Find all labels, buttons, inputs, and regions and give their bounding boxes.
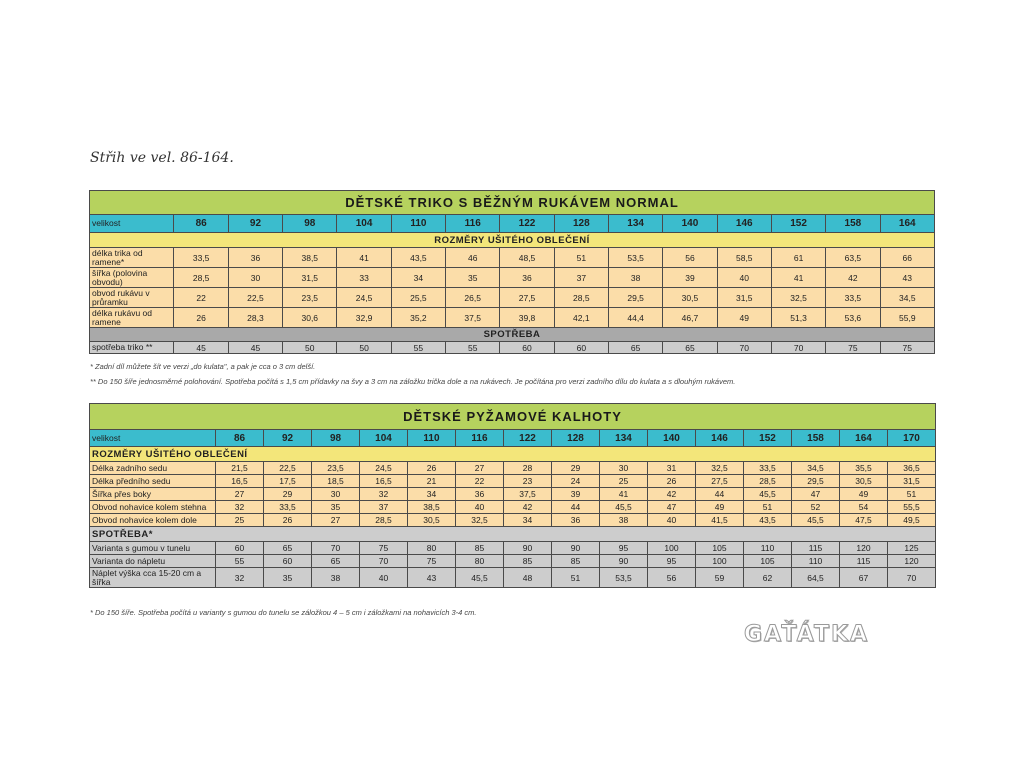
value-cell: 30 <box>600 462 648 475</box>
value-cell: 47 <box>792 488 840 501</box>
size-cell: 98 <box>283 215 337 233</box>
value-cell: 54 <box>840 501 888 514</box>
value-cell: 36 <box>552 514 600 527</box>
size-cell: 140 <box>648 430 696 447</box>
value-cell: 46 <box>446 248 500 268</box>
value-cell: 70 <box>771 342 825 354</box>
value-cell: 115 <box>792 542 840 555</box>
size-cell: 92 <box>264 430 312 447</box>
value-cell: 39 <box>663 268 717 288</box>
value-cell: 33,5 <box>174 248 228 268</box>
value-cell: 120 <box>840 542 888 555</box>
value-cell: 38 <box>608 268 662 288</box>
value-cell: 31,5 <box>717 288 771 308</box>
value-cell: 95 <box>600 542 648 555</box>
section-row <box>90 233 935 248</box>
page-heading: Střih ve vel. 86-164. <box>90 150 234 166</box>
value-cell: 41 <box>337 248 391 268</box>
value-cell: 25 <box>600 475 648 488</box>
value-cell: 43 <box>880 268 934 288</box>
value-cell: 35 <box>312 501 360 514</box>
value-cell: 40 <box>360 568 408 588</box>
value-cell: 95 <box>648 555 696 568</box>
consumption-row <box>90 568 936 588</box>
value-cell: 53,5 <box>608 248 662 268</box>
value-cell: 53,6 <box>826 308 880 328</box>
value-cell: 40 <box>456 501 504 514</box>
value-cell: 31 <box>648 462 696 475</box>
value-cell: 90 <box>504 542 552 555</box>
section-measures: ROZMĚRY UŠITÉHO OBLEČENÍ <box>90 447 936 462</box>
value-cell: 45,5 <box>600 501 648 514</box>
value-cell: 24 <box>552 475 600 488</box>
value-cell: 30,5 <box>840 475 888 488</box>
row-label: Šířka přes boky <box>90 488 216 501</box>
value-cell: 47 <box>648 501 696 514</box>
size-header-row <box>90 215 935 233</box>
value-cell: 65 <box>663 342 717 354</box>
value-cell: 35 <box>446 268 500 288</box>
value-cell: 65 <box>312 555 360 568</box>
size-cell: 152 <box>771 215 825 233</box>
measurement-row <box>90 308 935 328</box>
row-label: Délka zadního sedu <box>90 462 216 475</box>
value-cell: 34,5 <box>880 288 934 308</box>
value-cell: 44 <box>696 488 744 501</box>
value-cell: 110 <box>744 542 792 555</box>
value-cell: 65 <box>608 342 662 354</box>
value-cell: 27 <box>312 514 360 527</box>
value-cell: 29 <box>552 462 600 475</box>
measurement-row <box>90 268 935 288</box>
value-cell: 46,7 <box>663 308 717 328</box>
value-cell: 39 <box>552 488 600 501</box>
value-cell: 33,5 <box>826 288 880 308</box>
value-cell: 43,5 <box>744 514 792 527</box>
consumption-row <box>90 555 936 568</box>
value-cell: 41 <box>600 488 648 501</box>
value-cell: 80 <box>456 555 504 568</box>
value-cell: 27 <box>216 488 264 501</box>
measurement-row <box>90 288 935 308</box>
value-cell: 62 <box>744 568 792 588</box>
value-cell: 25,5 <box>391 288 445 308</box>
value-cell: 45 <box>228 342 282 354</box>
value-cell: 37,5 <box>446 308 500 328</box>
value-cell: 42 <box>826 268 880 288</box>
value-cell: 22 <box>456 475 504 488</box>
value-cell: 45 <box>174 342 228 354</box>
value-cell: 35,5 <box>840 462 888 475</box>
value-cell: 60 <box>264 555 312 568</box>
value-cell: 51 <box>888 488 936 501</box>
row-label: Varianta do nápletu <box>90 555 216 568</box>
value-cell: 29 <box>264 488 312 501</box>
size-cell: 134 <box>600 430 648 447</box>
value-cell: 75 <box>408 555 456 568</box>
value-cell: 34,5 <box>792 462 840 475</box>
value-cell: 26 <box>408 462 456 475</box>
size-cell: 146 <box>696 430 744 447</box>
value-cell: 37,5 <box>504 488 552 501</box>
value-cell: 26,5 <box>446 288 500 308</box>
row-label: Délka předního sedu <box>90 475 216 488</box>
size-cell: 116 <box>456 430 504 447</box>
consumption-row <box>90 342 935 354</box>
value-cell: 32 <box>216 568 264 588</box>
row-label: délka trika od ramene* <box>90 248 174 268</box>
value-cell: 18,5 <box>312 475 360 488</box>
value-cell: 65 <box>264 542 312 555</box>
value-cell: 43,5 <box>391 248 445 268</box>
size-cell: 122 <box>504 430 552 447</box>
tshirt-note-2: ** Do 150 šíře jednosměrné polohování. Spotřeba počítá s 1,5 cm přídavky na švy a 3 cm na záložku trička dole a na rukávech. Je počítána pro verzi zadního dílu do kulata a s dlouhým rukávem. <box>90 377 736 386</box>
value-cell: 25 <box>216 514 264 527</box>
row-label: délka rukávu od ramene <box>90 308 174 328</box>
pants-note: * Do 150 šíře. Spotřeba počítá u varianty s gumou do tunelu se záložkou 4 – 5 cm i záložkami na nohavicích 3-4 cm. <box>90 608 477 617</box>
value-cell: 26 <box>264 514 312 527</box>
size-cell: 158 <box>826 215 880 233</box>
value-cell: 70 <box>888 568 936 588</box>
value-cell: 42 <box>504 501 552 514</box>
value-cell: 32,5 <box>456 514 504 527</box>
size-cell: 86 <box>174 215 228 233</box>
value-cell: 100 <box>648 542 696 555</box>
value-cell: 21,5 <box>216 462 264 475</box>
measurement-row <box>90 475 936 488</box>
size-cell: 104 <box>360 430 408 447</box>
value-cell: 51 <box>554 248 608 268</box>
value-cell: 55,5 <box>888 501 936 514</box>
value-cell: 34 <box>391 268 445 288</box>
row-label: Varianta s gumou v tunelu <box>90 542 216 555</box>
size-cell: 164 <box>880 215 934 233</box>
value-cell: 75 <box>360 542 408 555</box>
value-cell: 29,5 <box>608 288 662 308</box>
value-cell: 43 <box>408 568 456 588</box>
value-cell: 44 <box>552 501 600 514</box>
value-cell: 125 <box>888 542 936 555</box>
value-cell: 115 <box>840 555 888 568</box>
size-label: velikost <box>90 215 174 233</box>
size-cell: 152 <box>744 430 792 447</box>
value-cell: 36 <box>456 488 504 501</box>
value-cell: 32,9 <box>337 308 391 328</box>
value-cell: 32,5 <box>696 462 744 475</box>
value-cell: 58,5 <box>717 248 771 268</box>
size-cell: 92 <box>228 215 282 233</box>
value-cell: 36 <box>500 268 554 288</box>
value-cell: 28,5 <box>744 475 792 488</box>
value-cell: 16,5 <box>216 475 264 488</box>
value-cell: 100 <box>696 555 744 568</box>
section-measures: ROZMĚRY UŠITÉHO OBLEČENÍ <box>90 233 935 248</box>
value-cell: 24,5 <box>360 462 408 475</box>
value-cell: 45,5 <box>792 514 840 527</box>
value-cell: 105 <box>696 542 744 555</box>
measurement-row <box>90 501 936 514</box>
value-cell: 51 <box>744 501 792 514</box>
size-cell: 128 <box>554 215 608 233</box>
measurement-row <box>90 248 935 268</box>
table-title: DĚTSKÉ TRIKO S BĚŽNÝM RUKÁVEM NORMAL <box>90 191 935 215</box>
value-cell: 75 <box>826 342 880 354</box>
value-cell: 55 <box>216 555 264 568</box>
value-cell: 110 <box>792 555 840 568</box>
value-cell: 67 <box>840 568 888 588</box>
value-cell: 35 <box>264 568 312 588</box>
value-cell: 28,5 <box>554 288 608 308</box>
value-cell: 49 <box>696 501 744 514</box>
value-cell: 31,5 <box>283 268 337 288</box>
value-cell: 23,5 <box>312 462 360 475</box>
row-label: obvod rukávu v průramku <box>90 288 174 308</box>
value-cell: 90 <box>600 555 648 568</box>
value-cell: 60 <box>554 342 608 354</box>
value-cell: 27,5 <box>500 288 554 308</box>
value-cell: 66 <box>880 248 934 268</box>
value-cell: 39,8 <box>500 308 554 328</box>
value-cell: 28,3 <box>228 308 282 328</box>
section-row <box>90 447 936 462</box>
size-cell: 110 <box>391 215 445 233</box>
value-cell: 75 <box>880 342 934 354</box>
value-cell: 90 <box>552 542 600 555</box>
value-cell: 85 <box>504 555 552 568</box>
value-cell: 38 <box>312 568 360 588</box>
value-cell: 38,5 <box>408 501 456 514</box>
value-cell: 22,5 <box>264 462 312 475</box>
value-cell: 26 <box>648 475 696 488</box>
tshirt-note-1: * Zadní díl můžete šít ve verzi „do kulata", a pak je cca o 3 cm delší. <box>90 362 316 371</box>
table-title: DĚTSKÉ PYŽAMOVÉ KALHOTY <box>90 404 936 430</box>
section-consumption: SPOTŘEBA <box>90 328 935 342</box>
row-label: spotřeba triko ** <box>90 342 174 354</box>
value-cell: 35,2 <box>391 308 445 328</box>
value-cell: 45,5 <box>456 568 504 588</box>
value-cell: 51,3 <box>771 308 825 328</box>
value-cell: 40 <box>717 268 771 288</box>
value-cell: 120 <box>888 555 936 568</box>
value-cell: 49 <box>717 308 771 328</box>
table-title-row <box>90 191 935 215</box>
value-cell: 55 <box>391 342 445 354</box>
value-cell: 47,5 <box>840 514 888 527</box>
value-cell: 30,5 <box>663 288 717 308</box>
value-cell: 29,5 <box>792 475 840 488</box>
value-cell: 40 <box>648 514 696 527</box>
size-cell: 158 <box>792 430 840 447</box>
section-row <box>90 527 936 542</box>
value-cell: 38 <box>600 514 648 527</box>
value-cell: 26 <box>174 308 228 328</box>
size-cell: 122 <box>500 215 554 233</box>
measurement-row <box>90 514 936 527</box>
value-cell: 23 <box>504 475 552 488</box>
value-cell: 42,1 <box>554 308 608 328</box>
section-consumption: SPOTŘEBA* <box>90 527 936 542</box>
value-cell: 51 <box>552 568 600 588</box>
value-cell: 28,5 <box>360 514 408 527</box>
value-cell: 59 <box>696 568 744 588</box>
value-cell: 55 <box>446 342 500 354</box>
value-cell: 50 <box>337 342 391 354</box>
value-cell: 38,5 <box>283 248 337 268</box>
value-cell: 80 <box>408 542 456 555</box>
value-cell: 24,5 <box>337 288 391 308</box>
row-label: šířka (polovina obvodu) <box>90 268 174 288</box>
value-cell: 105 <box>744 555 792 568</box>
value-cell: 36 <box>228 248 282 268</box>
value-cell: 70 <box>717 342 771 354</box>
measurement-row <box>90 462 936 475</box>
consumption-row <box>90 542 936 555</box>
value-cell: 27 <box>456 462 504 475</box>
gatatka-logo: GAŤÁTKA <box>744 622 870 647</box>
value-cell: 63,5 <box>826 248 880 268</box>
section-row <box>90 328 935 342</box>
value-cell: 52 <box>792 501 840 514</box>
value-cell: 56 <box>663 248 717 268</box>
size-cell: 146 <box>717 215 771 233</box>
value-cell: 60 <box>500 342 554 354</box>
value-cell: 33,5 <box>264 501 312 514</box>
value-cell: 55,9 <box>880 308 934 328</box>
row-label: Náplet výška cca 15-20 cm a šířka <box>90 568 216 588</box>
value-cell: 70 <box>312 542 360 555</box>
value-cell: 30,5 <box>408 514 456 527</box>
size-cell: 116 <box>446 215 500 233</box>
value-cell: 48 <box>504 568 552 588</box>
value-cell: 30,6 <box>283 308 337 328</box>
value-cell: 49,5 <box>888 514 936 527</box>
size-cell: 104 <box>337 215 391 233</box>
value-cell: 48,5 <box>500 248 554 268</box>
value-cell: 22,5 <box>228 288 282 308</box>
size-cell: 110 <box>408 430 456 447</box>
value-cell: 32 <box>360 488 408 501</box>
value-cell: 34 <box>408 488 456 501</box>
value-cell: 64,5 <box>792 568 840 588</box>
value-cell: 85 <box>552 555 600 568</box>
size-header-row <box>90 430 936 447</box>
value-cell: 34 <box>504 514 552 527</box>
table-title-row <box>90 404 936 430</box>
value-cell: 60 <box>216 542 264 555</box>
value-cell: 37 <box>554 268 608 288</box>
size-label: velikost <box>90 430 216 447</box>
value-cell: 37 <box>360 501 408 514</box>
size-cell: 140 <box>663 215 717 233</box>
tshirt-size-table <box>89 190 935 354</box>
value-cell: 50 <box>283 342 337 354</box>
value-cell: 17,5 <box>264 475 312 488</box>
value-cell: 70 <box>360 555 408 568</box>
size-cell: 128 <box>552 430 600 447</box>
value-cell: 28 <box>504 462 552 475</box>
size-cell: 98 <box>312 430 360 447</box>
value-cell: 32 <box>216 501 264 514</box>
value-cell: 16,5 <box>360 475 408 488</box>
value-cell: 41 <box>771 268 825 288</box>
pyjama-pants-size-table <box>89 403 936 588</box>
value-cell: 33 <box>337 268 391 288</box>
value-cell: 32,5 <box>771 288 825 308</box>
size-cell: 164 <box>840 430 888 447</box>
value-cell: 33,5 <box>744 462 792 475</box>
value-cell: 53,5 <box>600 568 648 588</box>
value-cell: 23,5 <box>283 288 337 308</box>
value-cell: 42 <box>648 488 696 501</box>
value-cell: 27,5 <box>696 475 744 488</box>
value-cell: 49 <box>840 488 888 501</box>
value-cell: 85 <box>456 542 504 555</box>
size-cell: 86 <box>216 430 264 447</box>
value-cell: 28,5 <box>174 268 228 288</box>
value-cell: 36,5 <box>888 462 936 475</box>
size-cell: 134 <box>608 215 662 233</box>
value-cell: 30 <box>228 268 282 288</box>
row-label: Obvod nohavice kolem dole <box>90 514 216 527</box>
measurement-row <box>90 488 936 501</box>
size-cell: 170 <box>888 430 936 447</box>
value-cell: 31,5 <box>888 475 936 488</box>
value-cell: 22 <box>174 288 228 308</box>
value-cell: 56 <box>648 568 696 588</box>
value-cell: 41,5 <box>696 514 744 527</box>
value-cell: 21 <box>408 475 456 488</box>
row-label: Obvod nohavice kolem stehna <box>90 501 216 514</box>
value-cell: 44,4 <box>608 308 662 328</box>
value-cell: 30 <box>312 488 360 501</box>
value-cell: 45,5 <box>744 488 792 501</box>
value-cell: 61 <box>771 248 825 268</box>
